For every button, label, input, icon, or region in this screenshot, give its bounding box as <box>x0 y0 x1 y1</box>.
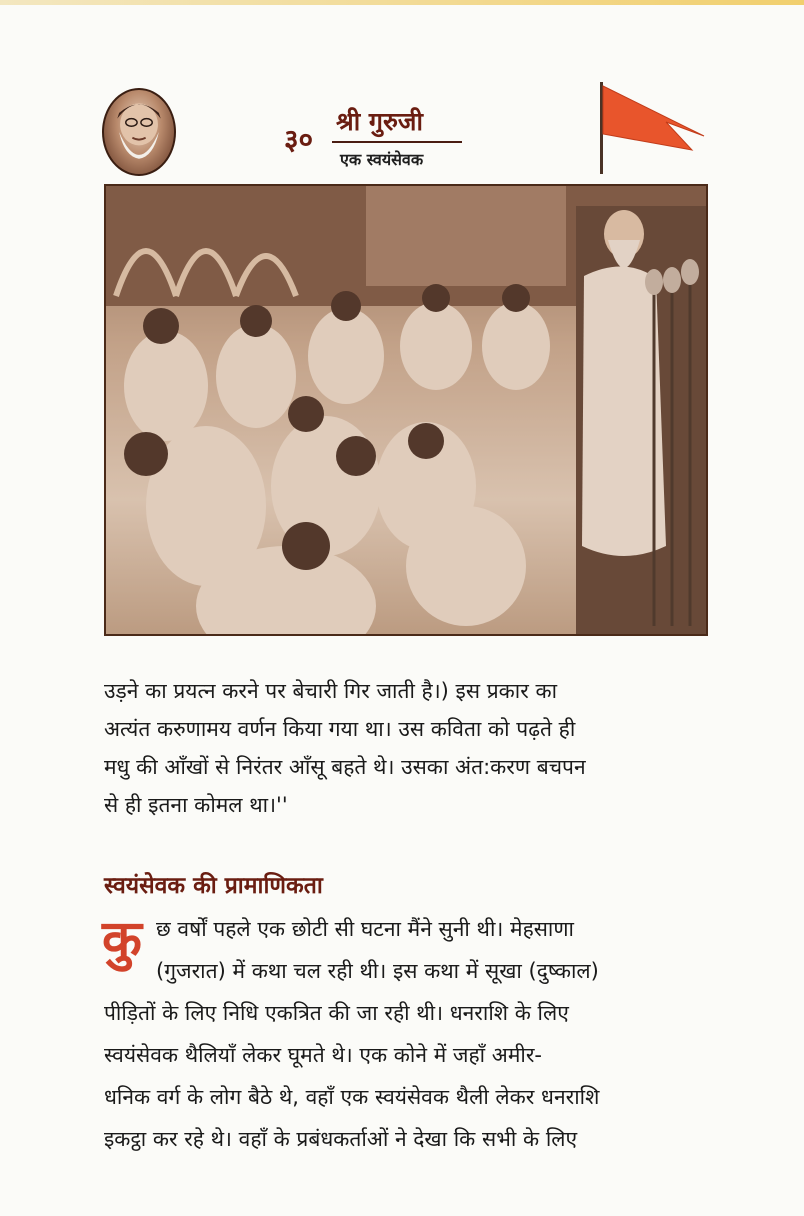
text-line: धनिक वर्ग के लोग बैठे थे, वहाँ एक स्वयंसेवक थैली लेकर धनराशि <box>104 1085 600 1109</box>
section-heading: स्वयंसेवक की प्रामाणिकता <box>104 873 323 899</box>
page-number: ३० <box>284 123 314 156</box>
text-line: इकट्ठा कर रहे थे। वहाँ के प्रबंधकर्ताओं ने देखा कि सभी के लिए <box>104 1127 578 1151</box>
text-line: अत्यंत करुणामय वर्णन किया गया था। उस कविता को पढ़ते ही <box>104 717 576 741</box>
title-divider <box>332 141 462 143</box>
historical-photo <box>104 184 708 636</box>
text-line: उड़ने का प्रयत्न करने पर बेचारी गिर जाती है।) इस प्रकार का <box>104 679 558 703</box>
book-subtitle: एक स्वयंसेवक <box>340 150 424 169</box>
saffron-flag-icon <box>596 80 708 176</box>
text-line: मधु की आँखों से निरंतर आँसू बहते थे। उसका अंत:करण बचपन <box>104 755 586 779</box>
book-title: श्री गुरुजी <box>336 107 423 136</box>
text-line: से ही इतना कोमल था।'' <box>104 793 288 817</box>
text-line: (गुजरात) में कथा चल रही थी। इस कथा में सूखा (दुष्काल) <box>156 959 599 983</box>
text-line: पीड़ितों के लिए निधि एकत्रित की जा रही थी। धनराशि के लिए <box>104 1001 569 1025</box>
page-header <box>0 0 804 180</box>
portrait-icon <box>102 88 176 176</box>
passage-continued <box>104 672 724 824</box>
text-line: स्वयंसेवक थैलियाँ लेकर घूमते थे। एक कोने में जहाँ अमीर- <box>104 1043 542 1067</box>
drop-cap: कु <box>102 910 142 970</box>
text-line: छ वर्षों पहले एक छोटी सी घटना मैंने सुनी थी। मेहसाणा <box>156 917 574 941</box>
